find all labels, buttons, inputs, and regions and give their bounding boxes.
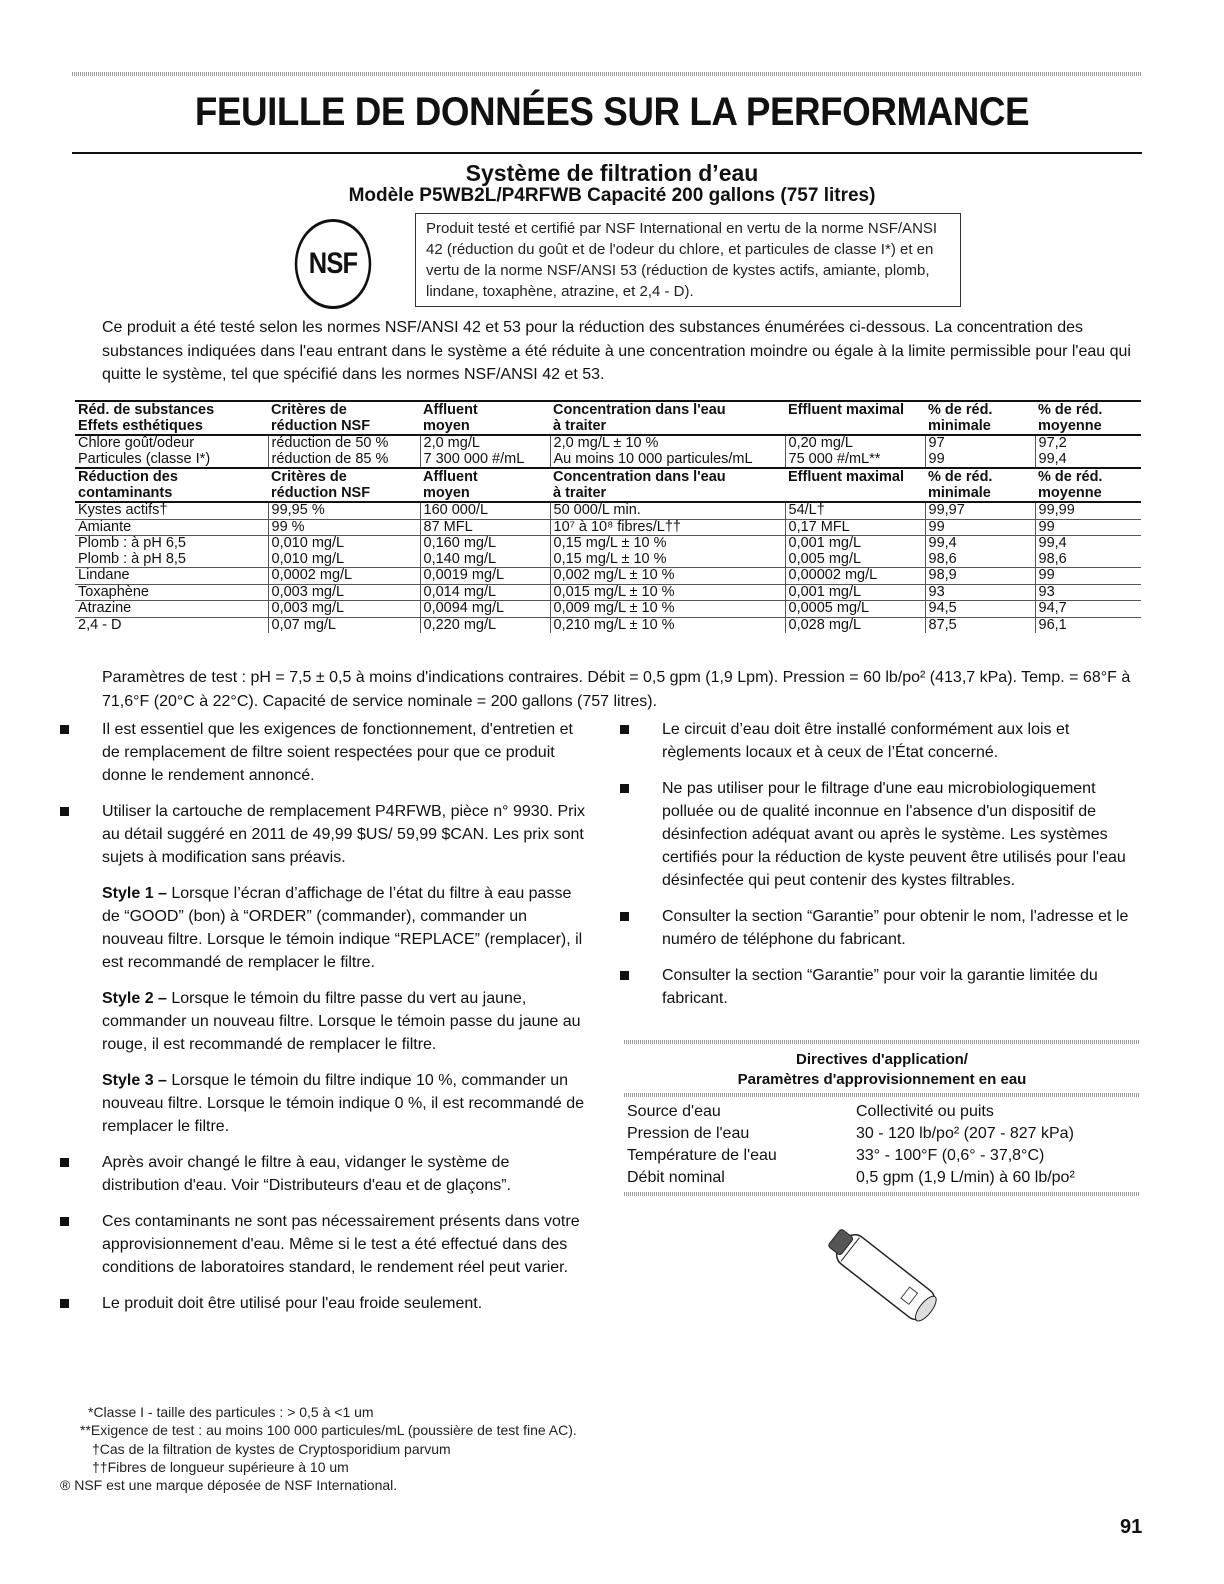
footnote: **Exigence de test : au moins 100 000 particules/mL (poussière de test fine AC). — [80, 1422, 577, 1439]
table-cell: 0,15 mg/L ± 10 % 0,15 mg/L ± 10 % — [550, 536, 785, 568]
subtitle: Système de filtration d’eau — [465, 160, 759, 186]
test-parameters: Paramètres de test : pH = 7,5 ± 0,5 à moins d'indications contraires. Débit = 0,5 gpm (1,9 Lpm). Pression = 60 lb/po² (413,7 kPa). Temp. = 68°F à 71,6°F (20°C à 22°C). Capacité de service nominale = 200 gallons (757 litres). — [102, 669, 1131, 710]
style-note — [60, 987, 590, 1056]
table-cell: Toxaphène — [75, 584, 268, 601]
style-label: Style 3 – — [102, 1072, 167, 1089]
table-cell: 0,001 mg/L — [785, 584, 925, 601]
table-row — [75, 617, 1141, 633]
table-header-row — [75, 468, 1141, 502]
table-cell: 54/L† — [785, 502, 925, 519]
table-row — [75, 584, 1141, 601]
item-text: Le produit doit être utilisé pour l'eau froide seulement. — [102, 1295, 483, 1312]
item-text: Ces contaminants ne sont pas nécessairement présents dans votre approvisionnement d'eau. Même si le test a été effectué dans des conditions de laboratoires standard, le rendement réel peut varier. — [102, 1213, 580, 1276]
table-cell: Plomb : à pH 6,5 Plomb : à pH 8,5 — [75, 536, 268, 568]
item-text: Consulter la section “Garantie” pour obtenir le nom, l'adresse et le numéro de téléphone du fabricant. — [662, 908, 1129, 948]
table-header-row — [75, 401, 1141, 435]
directive-value: Collectivité ou puits — [856, 1103, 994, 1120]
table-cell: 97,2 99,4 — [1035, 435, 1141, 468]
directive-label: Température de l'eau — [627, 1147, 777, 1164]
nsf-logo-icon: NSF — [295, 219, 372, 309]
table-cell: 94,5 — [925, 601, 1035, 618]
list-item — [620, 964, 1145, 1010]
table-row — [75, 601, 1141, 618]
intro-paragraph: Ce produit a été testé selon les normes NSF/ANSI 42 et 53 pour la réduction des substances énumérées ci-dessous. La concentration des substances indiquées dans l'eau entrant dans le système a été réduite à une concentration moindre ou égale à la limite permissible pour l'eau qui quitte le système, tel que spécifié dans les normes NSF/ANSI 42 et 53. — [102, 319, 1131, 383]
bullet-icon — [620, 784, 629, 793]
table-cell: 10⁷ à 10⁸ fibres/L†† — [550, 519, 785, 536]
column-header: Réd. de substances Effets esthétiques — [75, 401, 268, 435]
table-cell: 2,0 mg/L 7 300 000 #/mL — [420, 435, 550, 468]
table-cell: 0,0094 mg/L — [420, 601, 550, 618]
item-text: Consulter la section “Garantie” pour voir la garantie limitée du fabricant. — [662, 967, 1098, 1007]
list-item — [60, 718, 590, 787]
directive-label: Débit nominal — [627, 1169, 725, 1186]
table-cell: 99,4 98,6 — [1035, 536, 1141, 568]
column-header: Effluent maximal — [785, 401, 925, 435]
footnotes — [60, 1403, 577, 1494]
table-cell: 99,99 — [1035, 502, 1141, 519]
table-cell: 0,20 mg/L 75 000 #/mL** — [785, 435, 925, 468]
table-row — [75, 568, 1141, 585]
table-cell: 93 — [925, 584, 1035, 601]
table-row — [75, 519, 1141, 536]
left-column — [60, 718, 590, 1328]
footnote: †Cas de la filtration de kystes de Cryptosporidium parvum — [92, 1440, 451, 1457]
table-cell: 0,028 mg/L — [785, 617, 925, 633]
table-cell: 160 000/L — [420, 502, 550, 519]
table-cell: Kystes actifs† — [75, 502, 268, 519]
model-line: Modèle P5WB2L/P4RFWB Capacité 200 gallons (757 litres) — [348, 185, 876, 206]
top-divider — [72, 72, 1142, 76]
table-cell: 99,97 — [925, 502, 1035, 519]
directive-row — [624, 1145, 1140, 1167]
table-cell: 0,07 mg/L — [268, 617, 420, 633]
page-title: FEUILLE DE DONNÉES SUR LA PERFORMANCE — [194, 90, 1030, 134]
list-item — [60, 1151, 590, 1197]
table-cell: 0,015 mg/L ± 10 % — [550, 584, 785, 601]
column-header: Affluent moyen — [420, 401, 550, 435]
list-item — [620, 905, 1145, 951]
list-item — [60, 800, 590, 869]
style-text: Lorsque le témoin du filtre passe du vert au jaune, commander un nouveau filtre. Lorsque le témoin passe du jaune au rouge, il est recommandé de remplacer le filtre. — [102, 990, 581, 1053]
table-cell: 94,7 — [1035, 601, 1141, 618]
filter-cartridge-icon — [810, 1218, 960, 1338]
table-row — [75, 502, 1141, 519]
table-cell: 0,002 mg/L ± 10 % — [550, 568, 785, 585]
directives-subtitle: Paramètres d'approvisionnement en eau — [737, 1071, 1027, 1088]
item-text: Ne pas utiliser pour le filtrage d'une eau microbiologiquement polluée ou de qualité inconnue en l'absence d'un dispositif de désinfection adéquat avant ou après le système. Les systèmes certifiés pour la réduction de kyste peuvent être utilisés pour l'eau désinfectée qui peut contenir des kystes filtrables. — [662, 780, 1126, 889]
bullet-icon — [60, 1217, 69, 1226]
style-text: Lorsque l’écran d’affichage de l’état du filtre à eau passe de “GOOD” (bon) à “ORDER” (commander), commander un nouveau filtre. Lorsque le témoin indique “REPLACE” (remplacer), il est recommandé de remplacer le filtre. — [102, 885, 583, 971]
style-label: Style 2 – — [102, 990, 167, 1007]
bullet-icon — [620, 971, 629, 980]
list-item — [620, 777, 1145, 892]
divider — [624, 1192, 1140, 1196]
table-cell: 99,95 % — [268, 502, 420, 519]
title-rule — [72, 152, 1142, 154]
table-cell: 0,160 mg/L 0,140 mg/L — [420, 536, 550, 568]
table-cell: 0,003 mg/L — [268, 601, 420, 618]
table-cell: 97 99 — [925, 435, 1035, 468]
table-cell: 0,010 mg/L 0,010 mg/L — [268, 536, 420, 568]
table-cell: 99 — [925, 519, 1035, 536]
column-header: Affluent moyen — [420, 468, 550, 502]
footnote: ® NSF est une marque déposée de NSF International. — [60, 1477, 398, 1494]
directives-box — [624, 1040, 1140, 1196]
table-cell: Chlore goût/odeur Particules (classe I*) — [75, 435, 268, 468]
directive-value: 0,5 gpm (1,9 L/min) à 60 lb/po² — [856, 1169, 1075, 1186]
style-text: Lorsque le témoin du filtre indique 10 %, commander un nouveau filtre. Lorsque le témoin indique 0 %, il est recommandé de remplacer le filtre. — [102, 1072, 585, 1135]
table-cell: 50 000/L min. — [550, 502, 785, 519]
directive-value: 30 - 120 lb/po² (207 - 827 kPa) — [856, 1125, 1074, 1142]
list-item — [620, 718, 1145, 764]
column-header: Effluent maximal — [785, 468, 925, 502]
footnote: *Classe I - taille des particules : > 0,5 à <1 um — [88, 1404, 374, 1420]
directives-title: Directives d'application/ — [796, 1051, 968, 1068]
item-text: Le circuit d’eau doit être installé conformément aux lois et règlements locaux et à ceux de l’État concerné. — [662, 721, 1070, 761]
directive-row — [624, 1167, 1140, 1189]
bullet-icon — [60, 807, 69, 816]
item-text: Il est essentiel que les exigences de fonctionnement, d'entretien et de remplacement de filtre soient respectées pour que ce produit donne le rendement annoncé. — [102, 721, 573, 784]
table-cell: 2,4 - D — [75, 617, 268, 633]
table-cell: 0,220 mg/L — [420, 617, 550, 633]
column-header: Critères de réduction NSF — [268, 468, 420, 502]
table-cell: 0,00002 mg/L — [785, 568, 925, 585]
table-cell: 0,003 mg/L — [268, 584, 420, 601]
bullet-icon — [60, 725, 69, 734]
list-item — [60, 1210, 590, 1279]
table-cell: 98,9 — [925, 568, 1035, 585]
table-cell: 0,0019 mg/L — [420, 568, 550, 585]
table-cell: 0,17 MFL — [785, 519, 925, 536]
divider — [624, 1040, 1140, 1044]
table-cell: 0,014 mg/L — [420, 584, 550, 601]
column-header: Réduction des contaminants — [75, 468, 268, 502]
style-label: Style 1 – — [102, 885, 167, 902]
table-cell: 0,0005 mg/L — [785, 601, 925, 618]
bullet-icon — [620, 912, 629, 921]
table-cell: Lindane — [75, 568, 268, 585]
table-cell: 0,0002 mg/L — [268, 568, 420, 585]
directive-label: Pression de l'eau — [627, 1125, 750, 1142]
table-cell: 93 — [1035, 584, 1141, 601]
table-cell: 99,4 98,6 — [925, 536, 1035, 568]
table-cell: 2,0 mg/L ± 10 % Au moins 10 000 particules/mL — [550, 435, 785, 468]
column-header: % de réd. moyenne — [1035, 468, 1141, 502]
table-cell: réduction de 50 % réduction de 85 % — [268, 435, 420, 468]
column-header: % de réd. moyenne — [1035, 401, 1141, 435]
column-header: Concentration dans l'eau à traiter — [550, 468, 785, 502]
divider — [624, 1093, 1140, 1097]
table-cell: 0,210 mg/L ± 10 % — [550, 617, 785, 633]
table-cell: 87 MFL — [420, 519, 550, 536]
bullet-icon — [60, 1299, 69, 1308]
directive-row — [624, 1123, 1140, 1145]
table-cell: 99 % — [268, 519, 420, 536]
column-header: Critères de réduction NSF — [268, 401, 420, 435]
certification-box: Produit testé et certifié par NSF International en vertu de la norme NSF/ANSI 42 (réduction du goût et de l'odeur du chlore, et particules de classe I*) et en vertu de la norme NSF/ANSI 53 (réduction de kystes actifs, amiante, plomb, lindane, toxaphène, atrazine, et 2,4 - D). — [415, 213, 961, 307]
column-header: % de réd. minimale — [925, 401, 1035, 435]
table-cell: Amiante — [75, 519, 268, 536]
item-text: Après avoir changé le filtre à eau, vidanger le système de distribution d'eau. Voir “Distributeurs d'eau et de glaçons”. — [102, 1154, 511, 1194]
right-column — [620, 718, 1145, 1023]
directive-value: 33° - 100°F (0,6° - 37,8°C) — [856, 1147, 1045, 1164]
column-header: % de réd. minimale — [925, 468, 1035, 502]
style-note — [60, 1069, 590, 1138]
table-cell: 96,1 — [1035, 617, 1141, 633]
performance-table — [75, 400, 1141, 633]
table-cell: 0,009 mg/L ± 10 % — [550, 601, 785, 618]
table-cell: Atrazine — [75, 601, 268, 618]
directive-row — [624, 1101, 1140, 1123]
directive-label: Source d'eau — [627, 1103, 721, 1120]
style-note — [60, 882, 590, 974]
table-cell: 99 — [1035, 519, 1141, 536]
page-number: 91 — [1120, 1516, 1143, 1538]
bullet-icon — [60, 1158, 69, 1167]
bullet-icon — [620, 725, 629, 734]
table-cell: 87,5 — [925, 617, 1035, 633]
table-cell: 0,001 mg/L 0,005 mg/L — [785, 536, 925, 568]
item-text: Utiliser la cartouche de remplacement P4RFWB, pièce n° 9930. Prix au détail suggéré en 2011 de 49,99 $US/ 59,99 $CAN. Les prix sont sujets à modification sans préavis. — [102, 803, 586, 866]
list-item — [60, 1292, 590, 1315]
table-cell: 99 — [1035, 568, 1141, 585]
column-header: Concentration dans l'eau à traiter — [550, 401, 785, 435]
table-row — [75, 435, 1141, 468]
footnote: ††Fibres de longueur supérieure à 10 um — [92, 1458, 349, 1475]
table-row — [75, 536, 1141, 568]
